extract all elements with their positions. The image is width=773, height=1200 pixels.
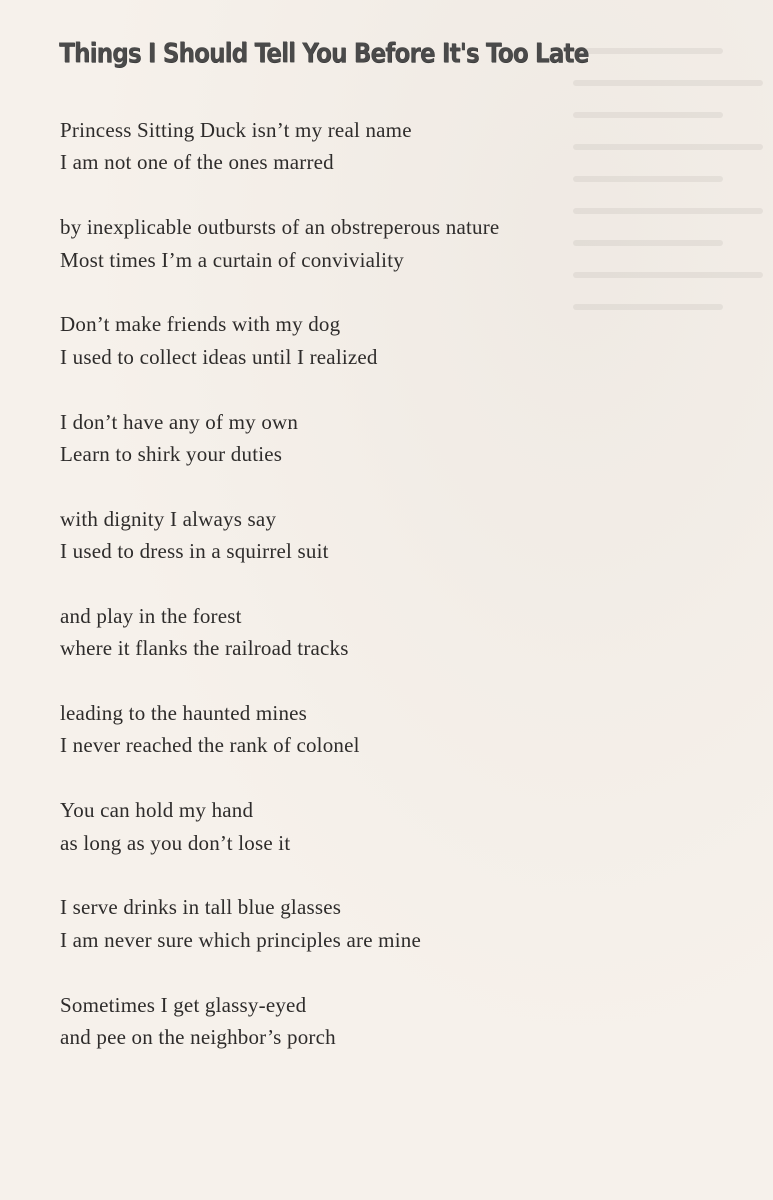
poem-line: I used to dress in a squirrel suit xyxy=(60,539,329,564)
poem-line: and play in the forest xyxy=(60,603,242,628)
poem-line: I used to collect ideas until I realized xyxy=(60,344,378,369)
poem-line: Learn to shirk your duties xyxy=(60,441,283,466)
poem-line: Most times I’m a curtain of conviviality xyxy=(60,247,404,272)
stanza xyxy=(60,794,710,859)
poem-title: Things I Should Tell You Before It's Too Late xyxy=(59,38,589,69)
poem-line: I serve drinks in tall blue glasses xyxy=(60,895,342,920)
poem-line: I never reached the rank of colonel xyxy=(60,733,360,758)
stanza xyxy=(60,406,710,471)
poem-line: and pee on the neighbor’s porch xyxy=(60,1024,336,1049)
poem-line: where it flanks the railroad tracks xyxy=(60,636,349,661)
poem-line: with dignity I always say xyxy=(60,506,277,531)
poem-line: leading to the haunted mines xyxy=(60,701,308,726)
stanza xyxy=(60,697,710,762)
poem-line: Sometimes I get glassy-eyed xyxy=(60,992,307,1017)
stanza xyxy=(60,891,710,956)
poem-line: I am never sure which principles are mine xyxy=(60,927,421,952)
poem-line: Don’t make friends with my dog xyxy=(60,312,341,337)
poem-line: I am not one of the ones marred xyxy=(60,150,334,175)
poem-line: as long as you don’t lose it xyxy=(60,830,291,855)
poem-line: by inexplicable outbursts of an obstreperous nature xyxy=(60,215,500,240)
stanza xyxy=(60,989,710,1054)
poem-body xyxy=(60,114,710,1086)
stanza xyxy=(60,308,710,373)
stanza xyxy=(60,503,710,568)
stanza xyxy=(60,211,710,276)
stanza xyxy=(60,114,710,179)
poem-line: Princess Sitting Duck isn’t my real name xyxy=(60,118,412,142)
poem-line: You can hold my hand xyxy=(60,798,254,823)
stanza xyxy=(60,600,710,665)
poem-line: I don’t have any of my own xyxy=(60,409,299,434)
